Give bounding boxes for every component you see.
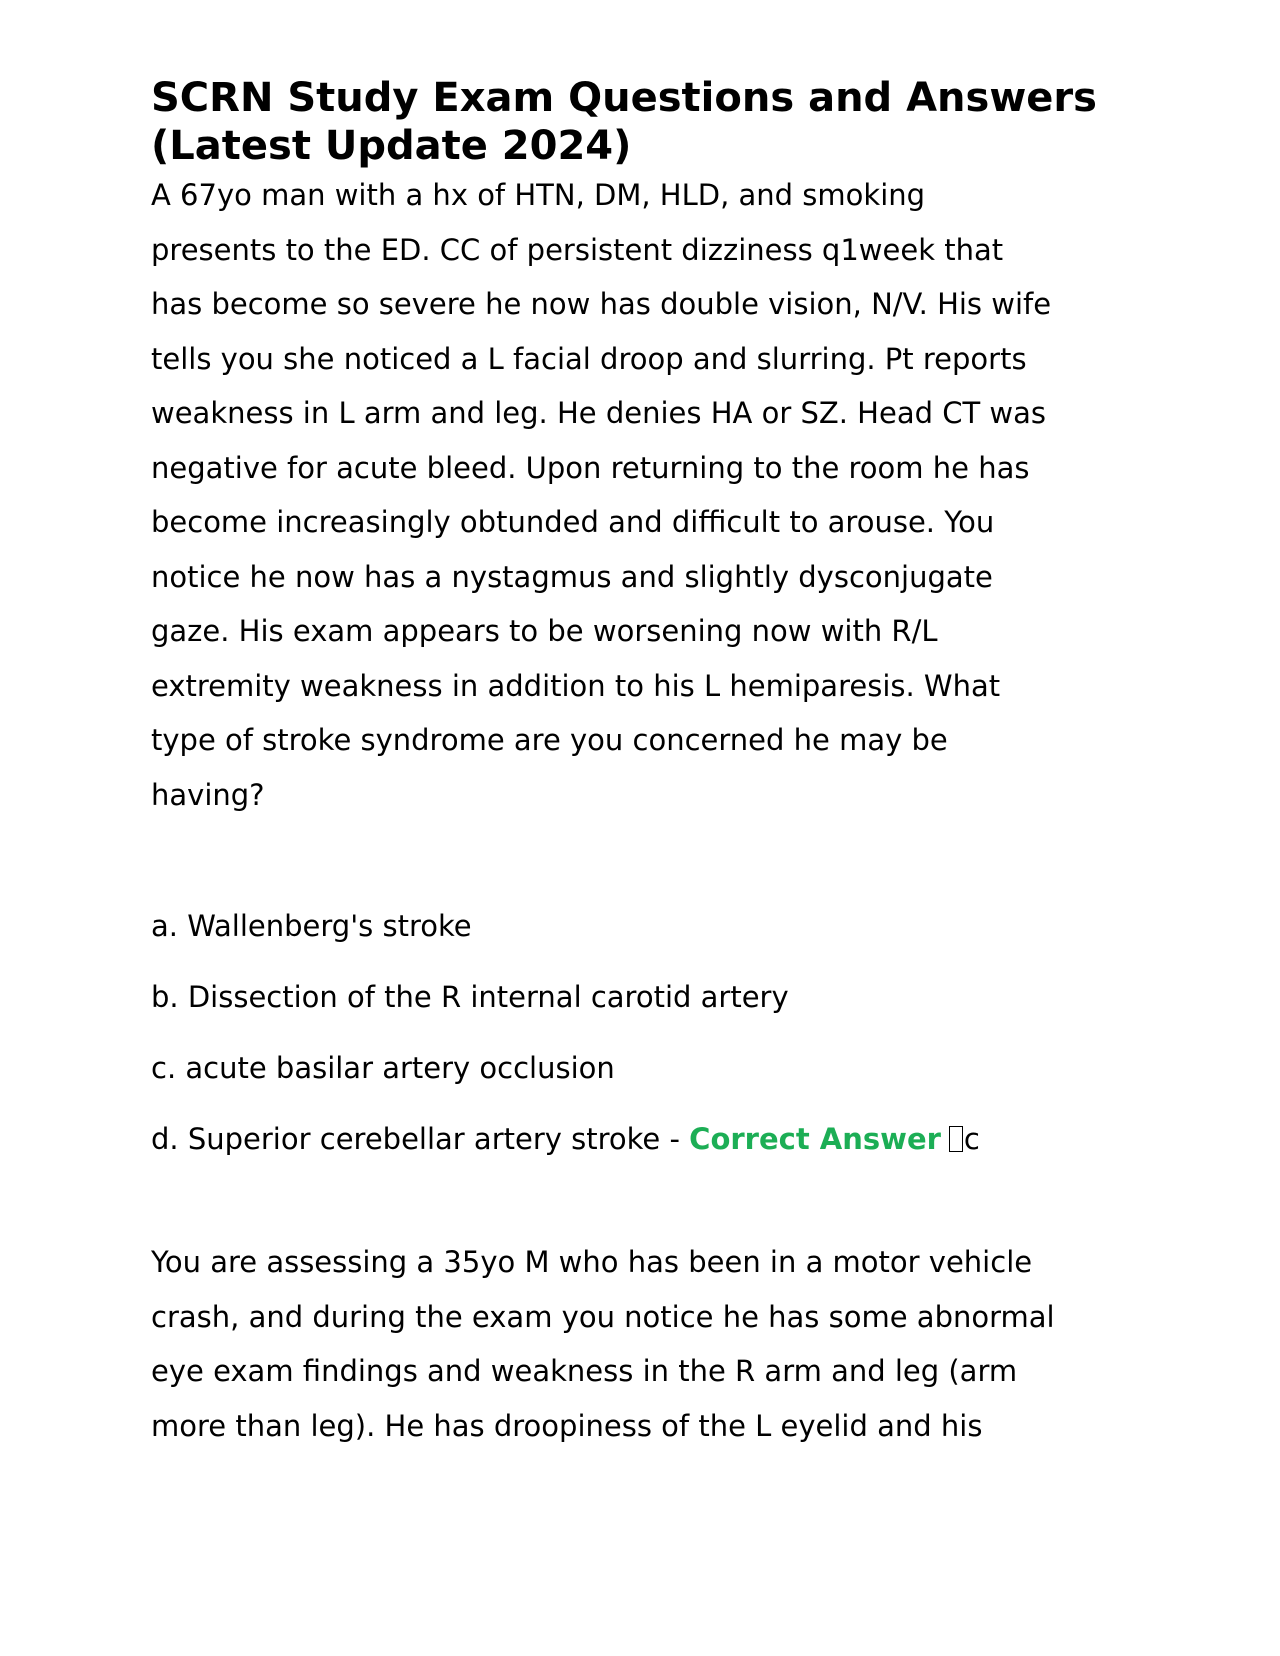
answer-value: c bbox=[963, 1122, 980, 1156]
question-2-line: crash, and during the exam you notice he has some abnormal bbox=[151, 1299, 1055, 1334]
question-2-line: eye exam findings and weakness in the R arm and leg (arm bbox=[151, 1354, 1018, 1388]
question-1-line: weakness in L arm and leg. He denies HA or SZ. Head CT was bbox=[151, 396, 1046, 430]
question-2-line: more than leg). He has droopiness of the L eyelid and his bbox=[151, 1408, 983, 1443]
choice-a: a. Wallenberg's stroke bbox=[151, 909, 472, 943]
document-page bbox=[151, 74, 1141, 1453]
question-1-line: A 67yo man with a hx of HTN, DM, HLD, and smoking bbox=[151, 178, 926, 212]
choice-d bbox=[151, 1121, 1141, 1157]
question-1-line: become increasingly obtunded and difficult to arouse. You bbox=[151, 505, 995, 539]
question-1-stem bbox=[151, 168, 1141, 822]
choice-d-text: d. Superior cerebellar artery stroke - bbox=[151, 1122, 690, 1156]
question-1-line: notice he now has a nystagmus and slightly dysconjugate bbox=[151, 559, 993, 594]
missing-glyph-icon bbox=[949, 1126, 963, 1152]
question-1-line: has become so severe he now has double vision, N/V. His wife bbox=[151, 287, 1052, 321]
choice-c: c. acute basilar artery occlusion bbox=[151, 1051, 615, 1085]
document-title: SCRN Study Exam Questions and Answers (Latest Update 2024) bbox=[151, 75, 1097, 169]
question-1-line: extremity weakness in addition to his L hemiparesis. What bbox=[151, 668, 1001, 703]
question-2-line: You are assessing a 35yo M who has been in a motor vehicle bbox=[151, 1245, 1033, 1279]
question-1-line: tells you she noticed a L facial droop and slurring. Pt reports bbox=[151, 341, 1027, 376]
choice-b: b. Dissection of the R internal carotid artery bbox=[151, 980, 789, 1014]
question-1-line: gaze. His exam appears to be worsening now with R/L bbox=[151, 614, 938, 648]
question-2-stem bbox=[151, 1235, 1141, 1453]
question-1-line: negative for acute bleed. Upon returning to the room he has bbox=[151, 450, 1030, 485]
question-1-line: having? bbox=[151, 777, 265, 812]
question-1-line: presents to the ED. CC of persistent dizziness q1week that bbox=[151, 232, 1004, 267]
correct-answer-label: Correct Answer bbox=[689, 1122, 941, 1156]
question-1-line: type of stroke syndrome are you concerned he may be bbox=[151, 723, 948, 757]
question-1-choices bbox=[151, 908, 1141, 1157]
